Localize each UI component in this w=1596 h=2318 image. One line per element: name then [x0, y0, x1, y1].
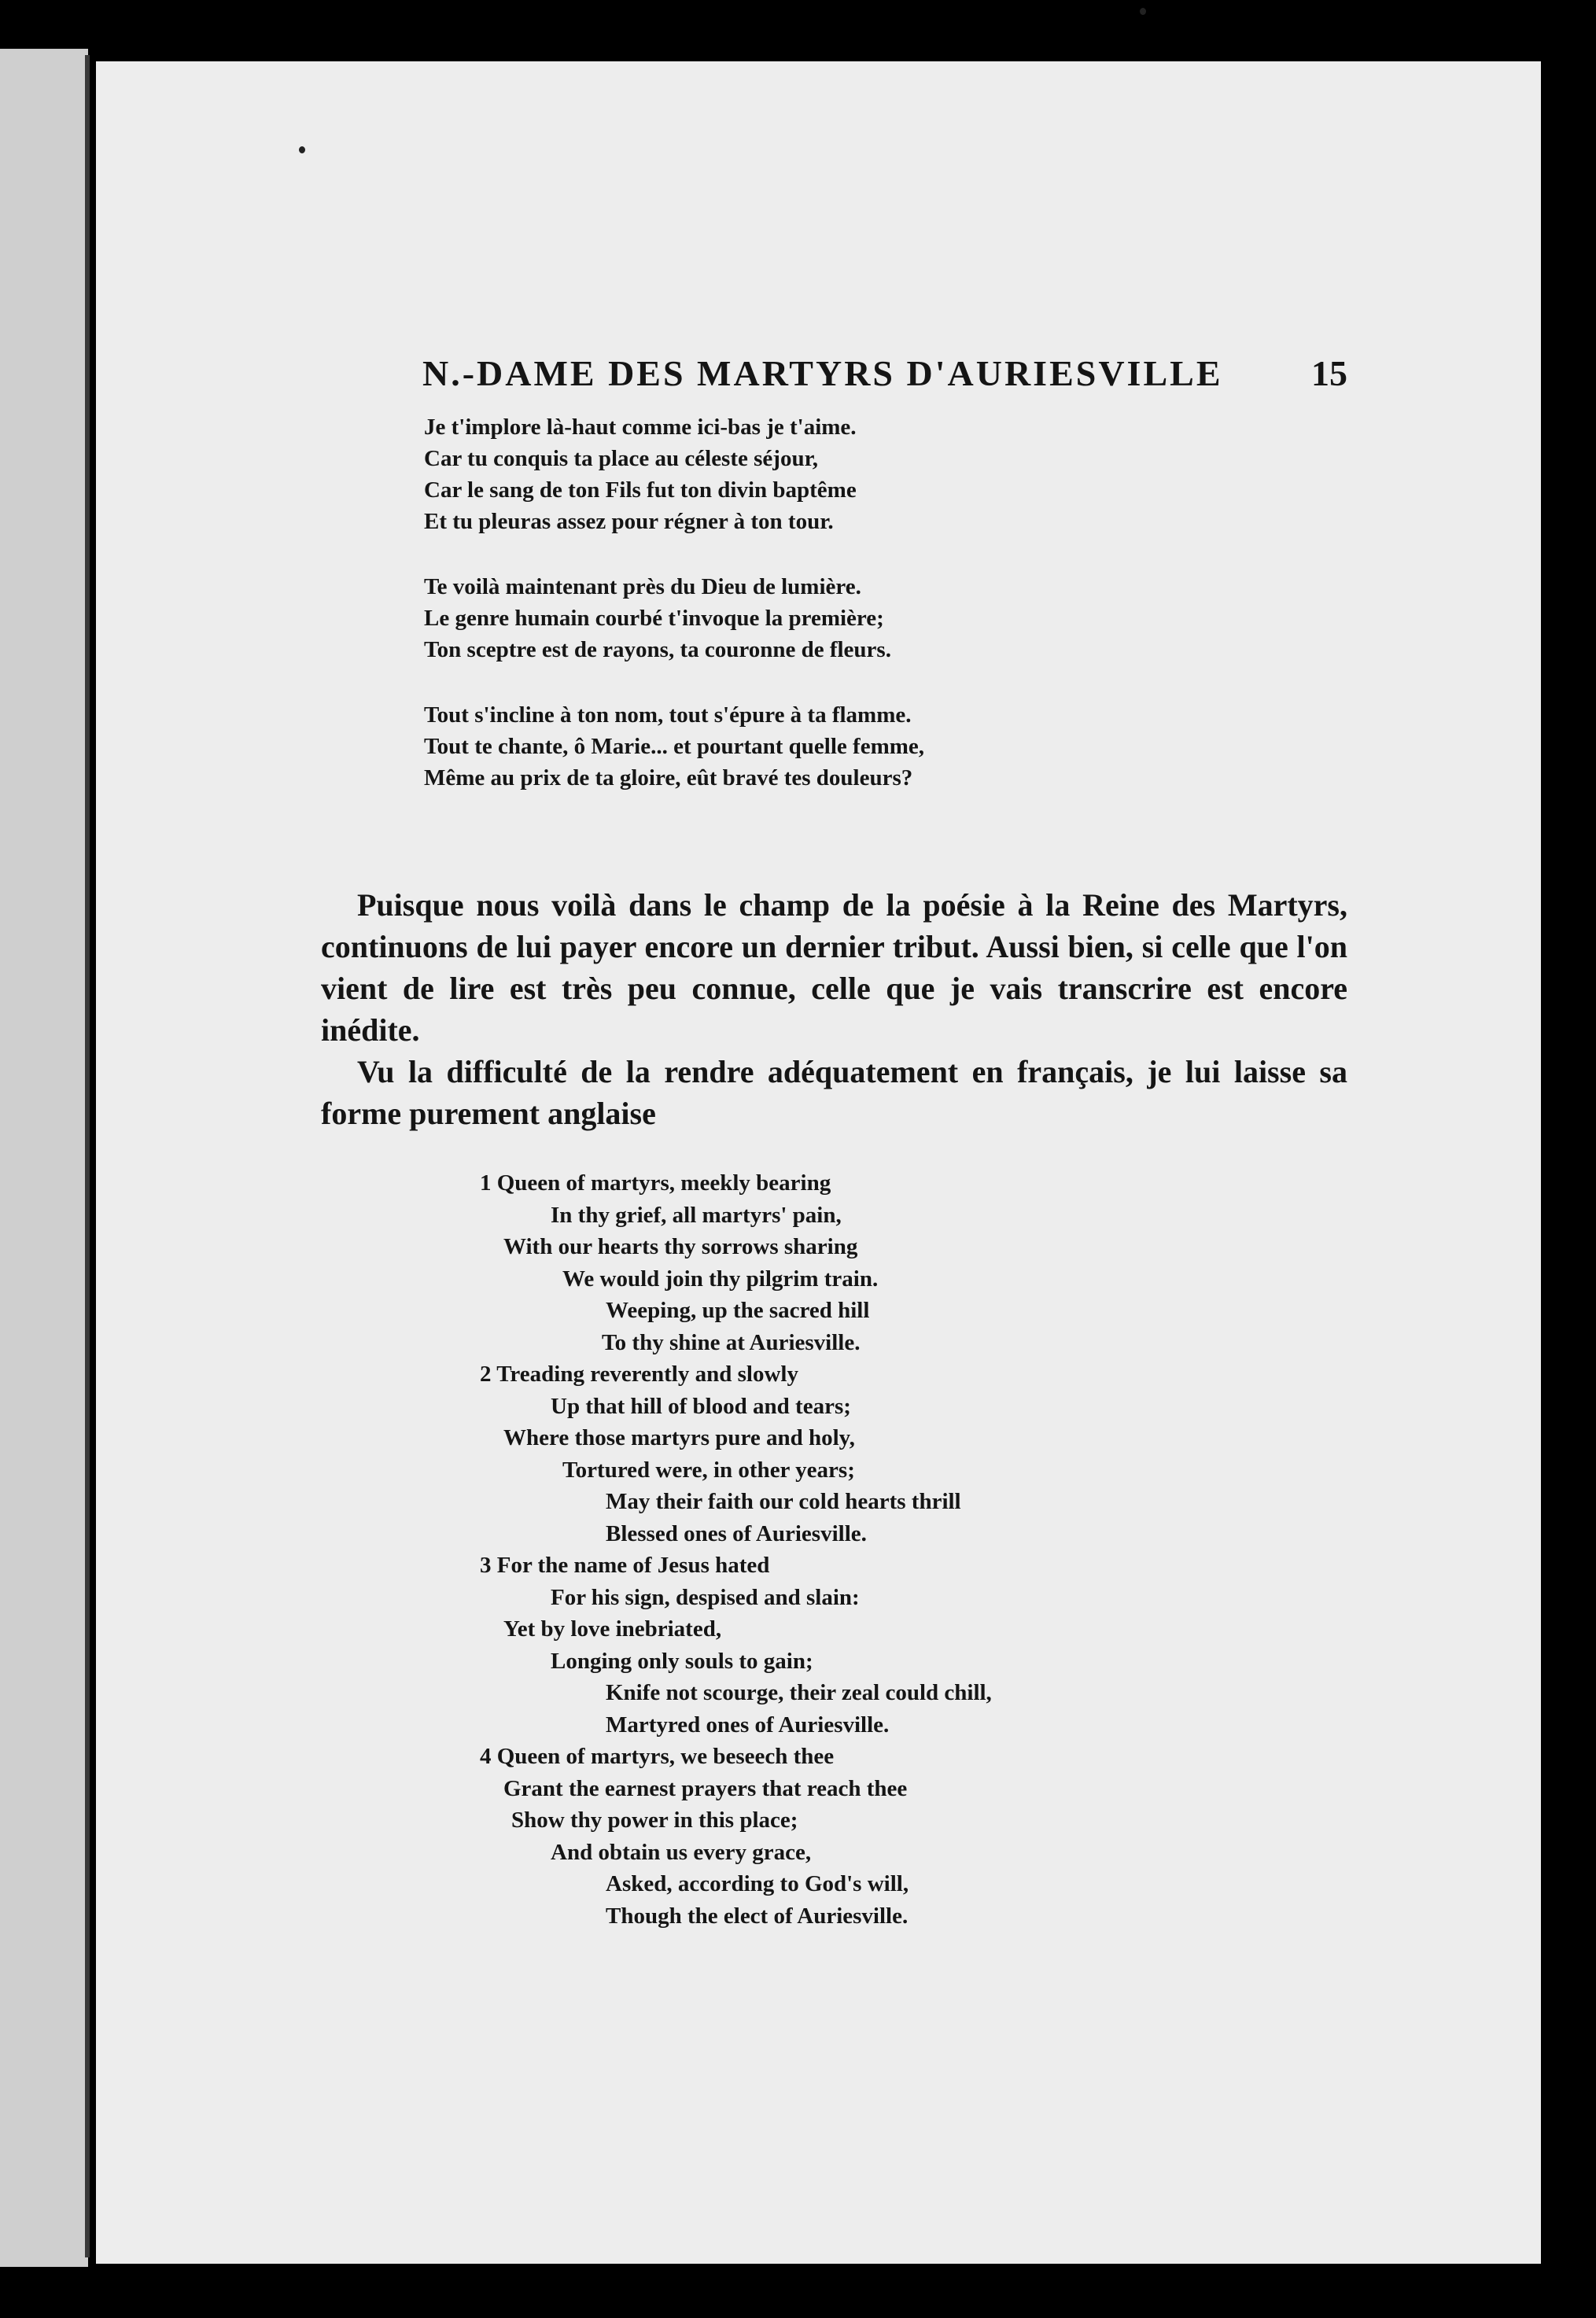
hymn-line: Show thy power in this place;	[511, 1808, 798, 1833]
hymn-line: For his sign, despised and slain:	[551, 1584, 860, 1610]
prose-text	[321, 884, 1347, 1134]
page-header	[422, 346, 1347, 401]
poem-line: Tout s'incline à ton nom, tout s'épure à ta flamme.	[424, 702, 912, 728]
hymn-line: Tortured were, in other years;	[562, 1457, 855, 1483]
poem-line: Même au prix de ta gloire, eût bravé tes douleurs?	[424, 765, 913, 790]
running-title: N.-DAME DES MARTYRS D'AURIESVILLE	[422, 353, 1223, 393]
hymn-line: Asked, according to God's will,	[606, 1871, 909, 1896]
poem-line: Car tu conquis ta place au céleste séjour,	[424, 446, 819, 471]
hymn-line: May their faith our cold hearts thrill	[606, 1489, 961, 1514]
hymn-line: Yet by love inebriated,	[503, 1616, 722, 1642]
book-page	[96, 61, 1541, 2264]
facing-page-edge	[0, 49, 88, 2267]
poem-stanza	[424, 571, 1234, 665]
english-hymn	[480, 1167, 1266, 1932]
hymn-line: Weeping, up the sacred hill	[606, 1298, 870, 1323]
hymn-line: Longing only souls to gain;	[551, 1648, 813, 1674]
paragraph: Puisque nous voilà dans le champ de la poésie à la Reine des Martyrs, continuons de lui payer encore un dernier tribut. Aussi bien, si celle que l'on vient de lire est très peu connue, celle que je vais transcrire est encore inédite.	[321, 887, 1347, 1048]
hymn-line: Up that hill of blood and tears;	[551, 1393, 851, 1419]
poem-line: Je t'implore là-haut comme ici-bas je t'aime.	[424, 415, 857, 440]
hymn-line: 3 For the name of Jesus hated	[480, 1553, 770, 1578]
french-poem	[424, 411, 1234, 827]
hymn-line: We would join thy pilgrim train.	[562, 1266, 879, 1292]
poem-line: Te voilà maintenant près du Dieu de lumière.	[424, 574, 861, 599]
hymn-line: Knife not scourge, their zeal could chill,	[606, 1680, 992, 1705]
paragraph: Vu la difficulté de la rendre adéquatement en français, je lui laisse sa forme purement anglaise	[321, 1054, 1347, 1131]
ink-speck	[299, 146, 305, 153]
hymn-line: Where those martyrs pure and holy,	[503, 1425, 855, 1450]
hymn-line: In thy grief, all martyrs' pain,	[551, 1202, 842, 1228]
page-number: 15	[1311, 353, 1347, 393]
hymn-line: Martyred ones of Auriesville.	[606, 1712, 890, 1738]
book-gutter	[85, 55, 90, 2257]
poem-line: Ton sceptre est de rayons, ta couronne de fleurs.	[424, 637, 891, 662]
poem-line: Le genre humain courbé t'invoque la première;	[424, 606, 884, 631]
poem-stanza	[424, 411, 1234, 537]
poem-line: Tout te chante, ô Marie... et pourtant quelle femme,	[424, 734, 925, 759]
hymn-line: Though the elect of Auriesville.	[606, 1903, 909, 1929]
hymn-line: With our hearts thy sorrows sharing	[503, 1234, 858, 1259]
hymn-line: 4 Queen of martyrs, we beseech thee	[480, 1744, 835, 1769]
hymn-line: 2 Treading reverently and slowly	[480, 1362, 798, 1387]
poem-line: Car le sang de ton Fils fut ton divin baptême	[424, 477, 857, 503]
hymn-line: 1 Queen of martyrs, meekly bearing	[480, 1170, 831, 1196]
hymn-line: To thy shine at Auriesville.	[602, 1329, 861, 1355]
hymn-line: Grant the earnest prayers that reach thee	[503, 1775, 908, 1801]
poem-stanza	[424, 699, 1234, 794]
hymn-line: Blessed ones of Auriesville.	[606, 1520, 867, 1546]
ink-speck	[1140, 8, 1146, 15]
hymn-line: And obtain us every grace,	[551, 1839, 812, 1865]
poem-line: Et tu pleuras assez pour régner à ton tour.	[424, 509, 834, 534]
